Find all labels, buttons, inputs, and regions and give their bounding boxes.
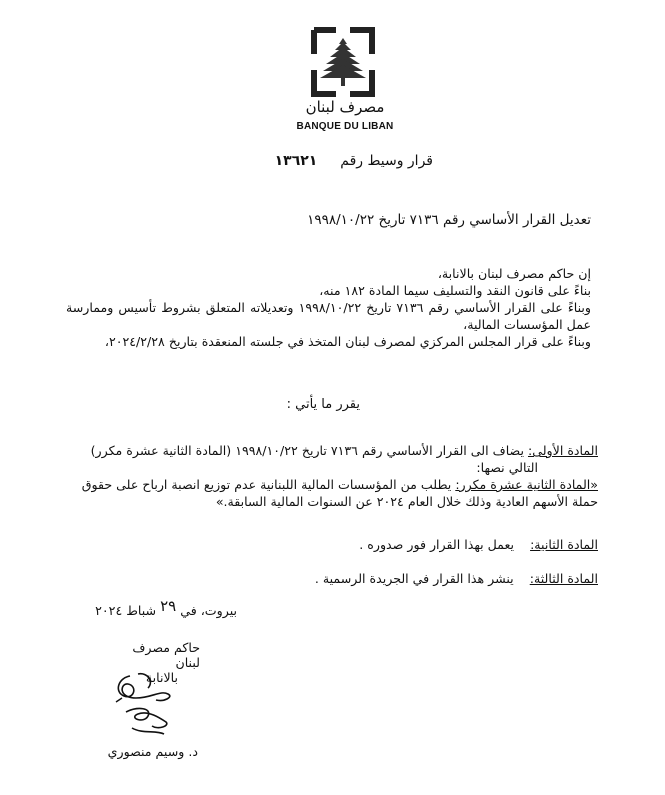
article-1-quote-text: يطلب من المؤسسات المالية اللبنانية عدم توزيع انصبة ارباح على حقوق	[81, 477, 452, 492]
preamble-line: عمل المؤسسات المالية،	[463, 317, 591, 332]
decision-number-line	[275, 153, 433, 169]
brand-name-french: BANQUE DU LIBAN	[296, 121, 394, 132]
article-2	[73, 536, 598, 553]
date-day: ٢٩	[160, 597, 177, 615]
date-month-year: شباط ٢٠٢٤	[95, 603, 157, 618]
preamble-line: بناءً على قانون النقد والتسليف سيما المادة ١٨٢ منه،	[319, 283, 591, 298]
handwritten-signature-icon	[108, 668, 198, 748]
place-date	[77, 597, 237, 618]
article-2-text: يعمل بهذا القرار فور صدوره .	[359, 537, 515, 552]
article-1-quote-label: «المادة الثانية عشرة مكرر:	[455, 477, 598, 492]
preamble-line: إن حاكم مصرف لبنان بالانابة،	[437, 266, 591, 281]
article-3	[73, 570, 598, 587]
brand-name-arabic: مصرف لبنان	[305, 98, 385, 116]
subject-line: تعديل القرار الأساسي رقم ٧١٣٦ تاريخ ١٩٩٨/١٠/٢٢	[307, 212, 591, 228]
article-1-quote-text-cont: حملة الأسهم العادية وذلك خلال العام ٢٠٢٤ عن السنوات المالية السابقة.»	[215, 494, 598, 509]
decision-number: ١٣٦٢١	[274, 153, 318, 169]
signatory-name: د. وسيم منصوري	[107, 744, 198, 759]
article-1-text-cont: التالي نصها:	[476, 460, 538, 475]
article-3-label: المادة الثالثة:	[529, 571, 598, 586]
place-date-label: بيروت، في	[180, 603, 237, 618]
preamble-line: وبناءً على القرار الأساسي رقم ٧١٣٦ تاريخ ١٩٩٨/١٠/٢٢ وتعديلاته المتعلق بشروط تأسيس وممارسة	[66, 300, 591, 315]
signatory-title-line1: حاكم مصرف لبنان	[132, 640, 200, 670]
article-1-label: المادة الأولى:	[527, 443, 598, 458]
article-1-text: يضاف الى القرار الأساسي رقم ٧١٣٦ تاريخ ١٩٩٨/١٠/٢٢ (المادة الثانية عشرة مكرر)	[90, 443, 524, 458]
decides-heading: يقرر ما يأتي :	[286, 397, 360, 412]
article-2-label: المادة الثانية:	[530, 537, 598, 552]
decision-label: قرار وسيط رقم	[340, 153, 433, 169]
preamble-line: وبناءً على قرار المجلس المركزي لمصرف لبنان المتخذ في جلسته المنعقدة بتاريخ ٢٠٢٤/٢/٢٨،	[104, 334, 591, 349]
signatory-title-line2: بالانابة	[145, 670, 178, 685]
cedar-tree-emblem-icon	[308, 24, 378, 100]
article-1	[73, 442, 598, 510]
article-3-text: ينشر هذا القرار في الجريدة الرسمية .	[314, 571, 514, 586]
